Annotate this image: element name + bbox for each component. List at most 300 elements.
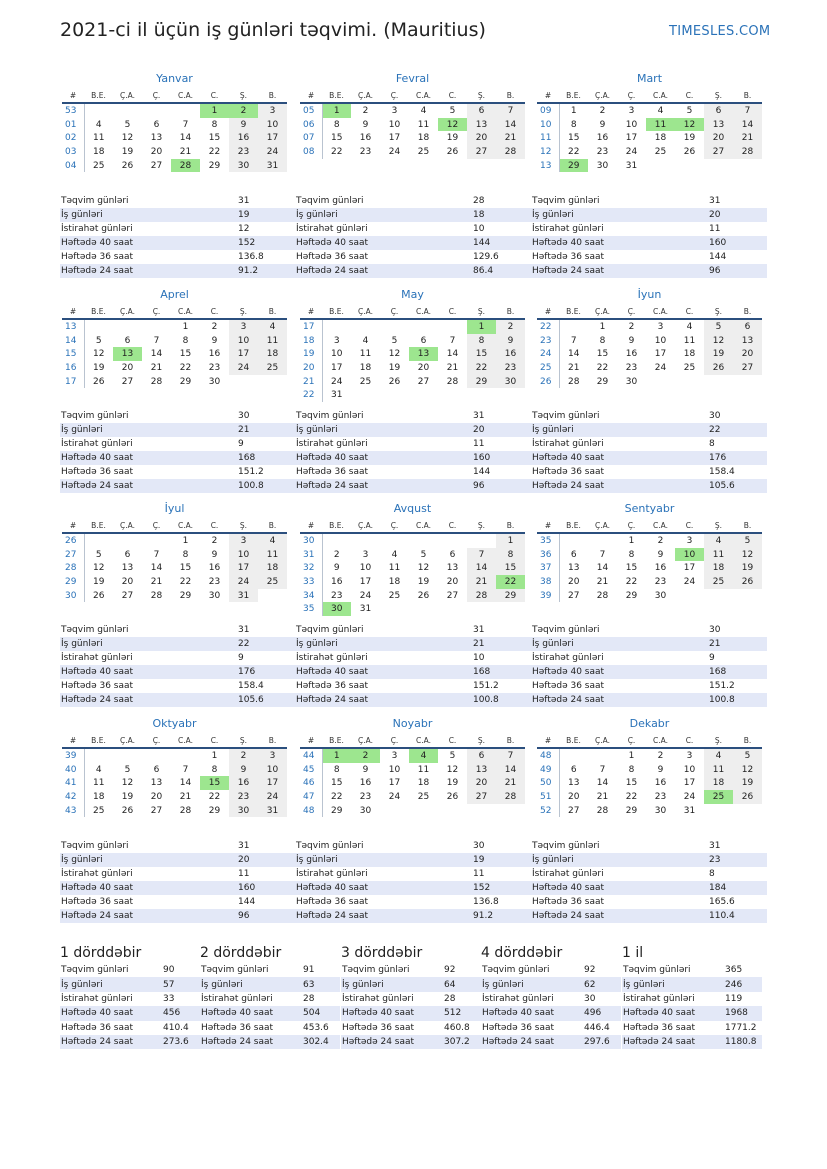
stat-row <box>295 665 531 679</box>
day-cell: 28 <box>496 790 525 804</box>
week-row <box>62 159 287 173</box>
day-header: Ş. <box>467 89 496 103</box>
day-header-row <box>62 89 287 103</box>
week-number: 41 <box>62 776 84 790</box>
day-header: B. <box>258 89 287 103</box>
stat-value: 23 <box>709 853 767 867</box>
week-number: 14 <box>62 334 84 348</box>
month-table <box>300 519 525 616</box>
stat-label: Həftədə 24 saat <box>60 693 238 707</box>
week-row <box>537 334 762 348</box>
week-row <box>62 589 287 603</box>
day-cell: 15 <box>331 778 343 789</box>
stat-value: 20 <box>238 853 296 867</box>
stat-row <box>60 963 200 977</box>
day-cell: 14 <box>150 349 163 360</box>
day-cell <box>351 533 380 548</box>
day-cell: 23 <box>596 146 609 157</box>
day-cell <box>84 103 113 118</box>
month-table <box>537 305 762 388</box>
day-header: C. <box>438 519 467 533</box>
stat-value: 151.2 <box>709 681 735 691</box>
stat-value: 10 <box>473 224 485 234</box>
day-cell: 10 <box>359 563 372 574</box>
week-number: 34 <box>300 589 322 603</box>
week-row <box>537 319 762 334</box>
week-row <box>300 334 525 348</box>
stat-label: Həftədə 36 saat <box>61 897 134 907</box>
day-cell: 12 <box>93 563 105 574</box>
stat-value: 12 <box>238 224 250 234</box>
week-row <box>62 561 287 575</box>
stat-label: İş günləri <box>531 423 709 437</box>
day-cell <box>380 319 409 334</box>
day-cell <box>142 319 171 334</box>
day-cell: 29 <box>467 375 496 389</box>
day-cell <box>84 533 113 548</box>
week-number: 25 <box>537 361 559 375</box>
day-cell: 11 <box>417 119 430 130</box>
week-row <box>537 548 762 562</box>
day-cell: 18 <box>704 776 733 790</box>
week-row <box>537 790 762 804</box>
day-cell: 25 <box>388 590 401 601</box>
week-row <box>537 561 762 575</box>
stat-label: Həftədə 36 saat <box>201 1022 274 1033</box>
week-row <box>62 131 287 145</box>
week-row <box>62 790 287 804</box>
day-cell: 8 <box>211 764 218 775</box>
day-header: Ş. <box>467 305 496 319</box>
day-cell <box>171 103 200 118</box>
day-cell: 4 <box>258 533 287 548</box>
stat-value: 86.4 <box>473 264 531 278</box>
day-cell: 14 <box>446 349 459 360</box>
quarter-title: 3 dörddəbir <box>341 945 423 961</box>
day-cell: 9 <box>362 764 369 775</box>
day-cell: 20 <box>568 791 580 802</box>
stat-row <box>295 651 531 665</box>
day-header: B. <box>733 519 762 533</box>
stat-value: 31 <box>473 625 485 635</box>
day-cell <box>467 388 496 402</box>
stat-label: Həftədə 40 saat <box>60 236 238 250</box>
day-cell: 18 <box>654 133 667 144</box>
week-row <box>62 103 287 118</box>
week-row <box>537 375 762 389</box>
day-cell: 14 <box>467 561 496 575</box>
day-cell: 27 <box>150 160 163 171</box>
day-cell: 22 <box>467 361 496 375</box>
week-number: 50 <box>537 776 559 790</box>
day-cell: 29 <box>179 376 192 387</box>
day-cell: 29 <box>179 590 192 601</box>
week-number: 21 <box>300 375 322 389</box>
day-cell: 13 <box>568 563 580 574</box>
day-cell: 11 <box>683 335 696 346</box>
stat-label: Həftədə 36 saat <box>61 1022 134 1033</box>
day-header-row <box>62 519 287 533</box>
day-header-row <box>537 734 762 748</box>
stat-row <box>295 479 531 493</box>
day-header: Ç. <box>142 519 171 533</box>
day-cell: 25 <box>93 805 105 816</box>
day-cell: 26 <box>733 575 762 589</box>
day-cell: 8 <box>570 119 577 130</box>
day-cell: 1 <box>628 750 635 761</box>
stat-label: Həftədə 40 saat <box>60 1006 162 1020</box>
day-header: C.A. <box>646 89 675 103</box>
day-header: Ş. <box>704 519 733 533</box>
stat-label: Həftədə 24 saat <box>531 479 709 493</box>
stat-row <box>60 1006 200 1020</box>
day-cell <box>467 804 496 818</box>
day-cell: 10 <box>388 119 401 130</box>
stat-row <box>295 679 531 693</box>
stat-value: 168 <box>709 665 767 679</box>
day-cell <box>438 533 467 548</box>
week-row <box>300 602 525 616</box>
stat-label: Həftədə 24 saat <box>295 264 473 278</box>
day-cell: 12 <box>417 563 430 574</box>
stat-value: 18 <box>473 208 531 222</box>
day-cell: 19 <box>93 576 105 587</box>
day-header: C. <box>675 734 704 748</box>
stat-label: Təqvim günləri <box>61 411 129 421</box>
stat-row <box>60 977 200 991</box>
day-header: B.E. <box>322 305 351 319</box>
day-header: C. <box>200 519 229 533</box>
stat-label: Təqvim günləri <box>61 841 129 851</box>
day-header: B. <box>733 89 762 103</box>
day-cell: 9 <box>599 119 606 130</box>
stat-row <box>341 992 481 1006</box>
day-cell <box>84 319 113 334</box>
stat-row <box>531 693 767 707</box>
day-cell: 7 <box>496 748 525 763</box>
stat-label: İş günləri <box>200 977 302 991</box>
week-row <box>300 145 525 159</box>
stat-label: Həftədə 40 saat <box>60 665 238 679</box>
day-cell: 6 <box>124 335 131 346</box>
stat-row <box>60 1035 200 1049</box>
day-cell: 26 <box>733 790 762 804</box>
week-number: 16 <box>62 361 84 375</box>
day-cell <box>733 804 762 818</box>
day-cell: 3 <box>686 750 693 761</box>
day-header: # <box>62 89 84 103</box>
day-cell: 2 <box>229 748 258 763</box>
stat-row <box>60 693 296 707</box>
day-header: C.A. <box>409 734 438 748</box>
day-cell: 10 <box>229 334 258 348</box>
week-row <box>537 748 762 763</box>
stat-value: 11 <box>709 224 721 234</box>
week-number: 52 <box>537 804 559 818</box>
day-header: Ç.A. <box>351 305 380 319</box>
stat-value: 30 <box>238 411 250 421</box>
stat-row <box>60 651 296 665</box>
day-cell: 30 <box>322 602 351 616</box>
day-cell: 1 <box>628 535 635 546</box>
stat-row <box>295 236 531 250</box>
day-cell: 19 <box>683 133 696 144</box>
day-cell: 10 <box>675 548 704 562</box>
day-cell: 6 <box>124 549 131 560</box>
day-cell: 16 <box>359 133 372 144</box>
stat-row <box>341 977 481 991</box>
day-cell: 14 <box>733 118 762 132</box>
day-cell: 10 <box>625 119 638 130</box>
site-link[interactable]: TIMESLES.COM <box>669 24 771 39</box>
day-cell <box>438 804 467 818</box>
day-cell: 28 <box>467 589 496 603</box>
stat-row <box>295 881 531 895</box>
week-number: 22 <box>300 388 322 402</box>
stat-row <box>531 409 767 423</box>
day-cell: 2 <box>229 103 258 118</box>
day-header: C.A. <box>646 734 675 748</box>
stat-label: Təqvim günləri <box>296 841 364 851</box>
day-cell <box>113 319 142 334</box>
week-number: 18 <box>300 334 322 348</box>
stat-row <box>295 853 531 867</box>
stat-label: Həftədə 40 saat <box>295 881 473 895</box>
day-cell: 5 <box>733 533 762 548</box>
day-cell: 18 <box>359 362 372 373</box>
day-cell <box>733 159 762 173</box>
day-cell: 27 <box>733 361 762 375</box>
day-cell: 1 <box>211 750 218 761</box>
day-cell: 26 <box>388 376 401 387</box>
day-cell: 20 <box>467 131 496 145</box>
day-cell: 31 <box>359 604 372 615</box>
stat-row <box>200 963 340 977</box>
day-cell: 20 <box>568 576 580 587</box>
day-cell <box>380 388 409 402</box>
stat-value: 302.4 <box>302 1035 340 1049</box>
stat-value: 21 <box>473 637 531 651</box>
stat-label: Həftədə 24 saat <box>60 909 238 923</box>
week-row <box>537 533 762 548</box>
day-cell: 9 <box>657 549 664 560</box>
day-cell: 19 <box>121 791 134 802</box>
day-cell: 8 <box>211 119 218 130</box>
stat-row <box>531 423 767 437</box>
week-number: 32 <box>300 561 322 575</box>
week-row <box>300 103 525 118</box>
stat-row <box>295 895 531 909</box>
day-header: # <box>62 519 84 533</box>
stat-row <box>60 264 296 278</box>
day-cell: 25 <box>93 160 105 171</box>
day-cell: 21 <box>596 576 609 587</box>
day-cell: 26 <box>93 376 105 387</box>
stat-label: Təqvim günləri <box>296 196 364 206</box>
day-cell: 27 <box>467 145 496 159</box>
day-header: Ş. <box>229 305 258 319</box>
day-cell: 14 <box>496 118 525 132</box>
stat-row <box>60 1021 200 1035</box>
stat-value: 90 <box>163 965 175 976</box>
day-cell: 12 <box>733 763 762 777</box>
day-header: # <box>300 305 322 319</box>
day-header: Ç.A. <box>113 519 142 533</box>
day-cell: 7 <box>153 335 160 346</box>
day-cell: 1 <box>570 105 577 116</box>
day-cell: 21 <box>150 362 163 373</box>
day-cell: 14 <box>496 763 525 777</box>
stat-value: 21 <box>238 423 296 437</box>
week-row <box>300 776 525 790</box>
day-cell: 23 <box>229 790 258 804</box>
day-header: Ş. <box>704 734 733 748</box>
stat-value: 144 <box>709 252 727 262</box>
stat-row <box>531 651 767 665</box>
day-cell: 21 <box>733 131 762 145</box>
day-header: C. <box>438 734 467 748</box>
month-table <box>62 519 287 602</box>
stat-value: 31 <box>238 625 250 635</box>
day-cell: 3 <box>258 103 287 118</box>
day-cell: 24 <box>683 576 696 587</box>
stat-row <box>341 963 481 977</box>
week-number: 13 <box>537 159 559 173</box>
stat-value: 31 <box>238 196 250 206</box>
day-cell: 5 <box>449 105 456 116</box>
stat-label: İstirahət günləri <box>61 869 133 879</box>
day-header: Ç.A. <box>351 519 380 533</box>
stat-row <box>295 867 531 881</box>
stat-label: Həftədə 24 saat <box>481 1035 583 1049</box>
stat-label: İstirahət günləri <box>61 653 133 663</box>
day-header: C. <box>438 89 467 103</box>
day-cell: 24 <box>388 791 401 802</box>
day-cell <box>409 388 438 402</box>
stat-value: 9 <box>238 439 244 449</box>
day-header: Ç. <box>142 89 171 103</box>
stat-value: 28 <box>444 993 456 1004</box>
day-cell <box>84 748 113 763</box>
day-cell: 1 <box>599 321 606 332</box>
day-cell: 24 <box>388 146 401 157</box>
day-cell: 5 <box>686 105 693 116</box>
day-cell: 30 <box>596 160 609 171</box>
stat-value: 136.8 <box>473 897 499 907</box>
stat-label: İş günləri <box>531 208 709 222</box>
week-number: 04 <box>62 159 84 173</box>
stat-label: İstirahət günləri <box>532 869 604 879</box>
stat-value: 1968 <box>724 1006 762 1020</box>
day-cell: 23 <box>359 791 372 802</box>
day-cell: 16 <box>331 576 343 587</box>
day-cell: 20 <box>467 776 496 790</box>
day-header: Ç. <box>142 734 171 748</box>
month-stats <box>531 623 767 707</box>
week-row <box>300 388 525 402</box>
day-cell: 11 <box>388 563 401 574</box>
day-cell: 19 <box>93 362 105 373</box>
week-number: 17 <box>300 319 322 334</box>
day-cell: 18 <box>417 778 430 789</box>
stat-row <box>295 250 531 264</box>
week-row <box>62 776 287 790</box>
day-cell: 17 <box>654 349 667 360</box>
stat-label: Həftədə 24 saat <box>295 909 473 923</box>
day-cell: 25 <box>258 575 287 589</box>
stat-value: 160 <box>238 881 296 895</box>
day-cell: 9 <box>628 335 635 346</box>
day-header: Ç. <box>617 305 646 319</box>
day-cell: 4 <box>704 533 733 548</box>
day-cell: 9 <box>362 119 369 130</box>
quarter-title: 4 dörddəbir <box>481 945 563 961</box>
day-cell <box>559 533 588 548</box>
day-cell: 16 <box>229 131 258 145</box>
stat-row <box>60 637 296 651</box>
stat-label: İş günləri <box>481 977 583 991</box>
stat-row <box>531 208 767 222</box>
day-cell: 13 <box>733 334 762 348</box>
day-cell: 13 <box>121 563 134 574</box>
stat-row <box>200 1021 340 1035</box>
stat-label: İş günləri <box>295 853 473 867</box>
day-cell: 29 <box>559 159 588 173</box>
day-cell <box>559 748 588 763</box>
stat-row <box>341 1035 481 1049</box>
stat-value: 31 <box>709 196 721 206</box>
stat-label: Həftədə 36 saat <box>61 681 134 691</box>
stat-row <box>531 853 767 867</box>
day-cell: 2 <box>333 549 340 560</box>
day-cell: 3 <box>657 321 664 332</box>
day-cell: 27 <box>467 790 496 804</box>
day-cell: 6 <box>467 103 496 118</box>
day-header: Ç. <box>142 305 171 319</box>
week-number: 51 <box>537 790 559 804</box>
day-cell: 22 <box>596 362 609 373</box>
month-name: Sentyabr <box>624 502 675 515</box>
day-cell: 16 <box>654 563 667 574</box>
stat-label: İş günləri <box>531 637 709 651</box>
stat-label: Həftədə 24 saat <box>60 479 238 493</box>
month-table <box>62 305 287 388</box>
stat-row <box>295 437 531 451</box>
stat-value: 453.6 <box>303 1022 329 1033</box>
day-cell: 27 <box>568 590 580 601</box>
month-name: Avqust <box>393 502 432 515</box>
day-cell: 3 <box>628 105 635 116</box>
week-row <box>537 131 762 145</box>
day-cell: 12 <box>121 133 134 144</box>
stat-label: Həftədə 24 saat <box>341 1035 443 1049</box>
stat-value: 19 <box>473 853 531 867</box>
day-header: C. <box>200 734 229 748</box>
day-cell: 5 <box>704 319 733 334</box>
stat-row <box>295 222 531 236</box>
day-cell: 24 <box>331 376 343 387</box>
week-row <box>62 575 287 589</box>
day-cell <box>380 602 409 616</box>
day-cell: 27 <box>417 376 430 387</box>
day-cell: 30 <box>208 590 221 601</box>
day-cell: 3 <box>258 748 287 763</box>
day-cell: 25 <box>704 575 733 589</box>
week-row <box>300 589 525 603</box>
day-cell: 29 <box>496 589 525 603</box>
stat-label: Həftədə 24 saat <box>200 1035 302 1049</box>
week-row <box>62 145 287 159</box>
